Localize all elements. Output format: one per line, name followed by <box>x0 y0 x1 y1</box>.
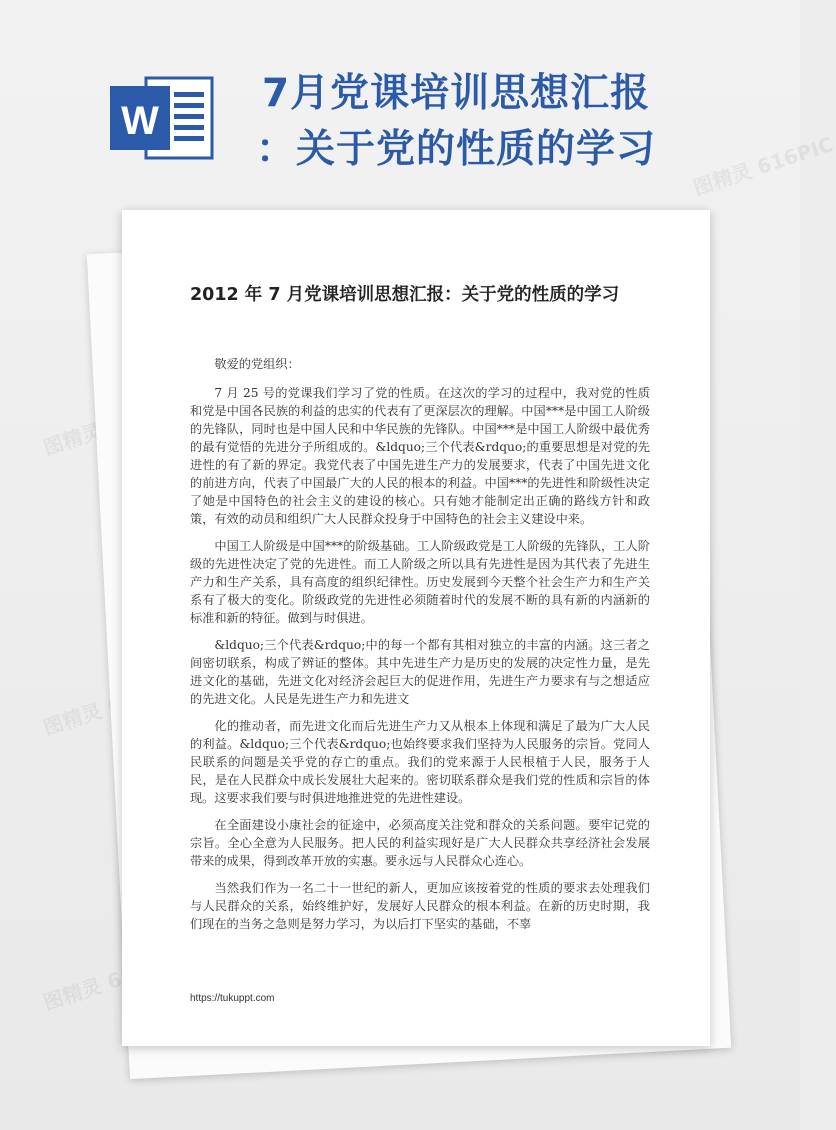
header-title-line-1: 7月党课培训思想汇报 <box>262 71 651 116</box>
paragraph: 当然我们作为一名二十一世纪的新人，更加应该按着党的性质的要求去处理我们与人民群众的关系，始终维护好，发展好人民群众的根本利益。在新的历史时期，我们现在的当务之急则是努力学习，为以后打下坚实的基础，不辜 <box>190 881 650 931</box>
paragraph: 化的推动者，而先进文化而后先进生产力又从根本上体现和满足了最为广大人民的利益。&ldquo;三个代表&rdquo;也始终要求我们坚持为人民服务的宗旨。党同人民联系的问题是关乎党的存亡的重点。我们的党来源于人民根植于人民，服务于人民，是在人民群众中成长发展壮大起来的。密切联系群众是我们党的性质和宗旨的体现。这要求我们要与时俱进地推进党的先进性建设。 <box>190 719 650 805</box>
greeting: 敬爱的党组织： <box>214 357 300 371</box>
paragraph: 7 月 25 号的党课我们学习了党的性质。在这次的学习的过程中，我对党的性质和党是中国各民族的利益的忠实的代表有了更深层次的理解。中国***是中国工人阶级的先锋队，同时也是中国人民和中华民族的先锋队。中国***是中国工人阶级中最优秀的最有觉悟的先进分子所组成的。&ldquo;三个代表&rdquo;的重要思想是对党的先进性的有了新的界定。我党代表了中国先进生产力的发展要求，代表了中国先进文化的前进方向，代表了中国最广大的人民的根本的利益。中国***的先进性和阶级性决定了她是中国特色的社会主义的建设的核心。只有她才能制定出正确的路线方针和政策，有效的动员和组织广大人民群众投身于中国特色的社会主义建设中来。 <box>190 386 650 526</box>
paragraph: 中国工人阶级是中国***的阶级基础。工人阶级政党是工人阶级的先锋队，工人阶级的先进性决定了党的先进性。而工人阶级之所以具有先进性是因为其代表了先进生产力和生产关系，具有高度的组织纪律性。历史发展到今天整个社会生产力和生产关系有了极大的变化。阶级政党的先进性必须随着时代的发展不断的具有新的内涵新的标准和新的特征。做到与时俱进。 <box>190 539 650 625</box>
document-title: 2012 年 7 月党课培训思想汇报：关于党的性质的学习 <box>190 285 620 305</box>
paragraph: &ldquo;三个代表&rdquo;中的每一个都有其相对独立的丰富的内涵。这三者之间密切联系，构成了辨证的整体。其中先进生产力是历史的发展的决定性力量，是先进文化的基础，先进文化对经济会起巨大的促进作用，先进生产力要求有与之想适应的先进文化。人民是先进生产力和先进文 <box>190 638 650 706</box>
paragraph: 在全面建设小康社会的征途中，必须高度关注党和群众的关系问题。要牢记党的宗旨。全心全意为人民服务。把人民的利益实现好是广大人民群众共享经济社会发展带来的成果，得到改革开放的实惠。要永远与人民群众心连心。 <box>190 818 650 868</box>
logo-letter: W <box>121 99 159 143</box>
document-body <box>190 355 650 942</box>
word-document-icon <box>108 72 218 164</box>
footer-link[interactable]: https://tukuppt.com <box>190 993 275 1004</box>
header-title-line-2: ：关于党的性质的学习 <box>256 127 657 172</box>
